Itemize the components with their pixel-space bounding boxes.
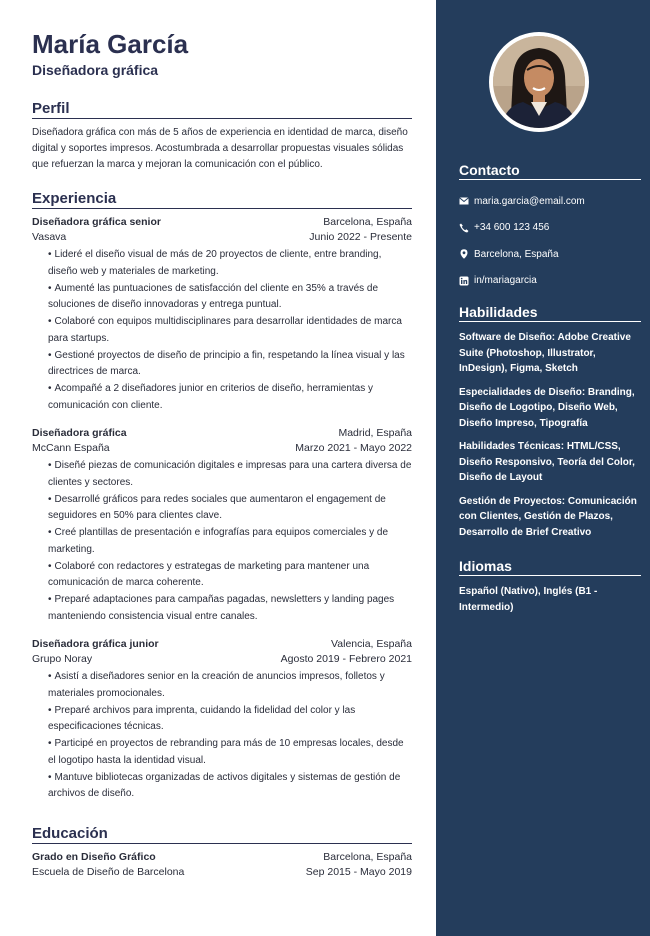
bullet-item: • Aumenté las puntuaciones de satisfacción del cliente en 35% a través de soluciones de diseño innovadoras y entrega puntual. [48, 282, 379, 310]
job-entry [32, 637, 412, 803]
contact-phone[interactable] [459, 215, 641, 242]
bullet-item: • Acompañé a 2 diseñadores junior en criterios de diseño, herramientas y comunicación con cliente. [48, 383, 374, 411]
job-bullets [48, 458, 412, 625]
phone-icon [459, 223, 469, 233]
job-location: Valencia, España [331, 638, 412, 650]
education-degree: Grado en Diseño Gráfico [32, 850, 156, 863]
education-heading: Educación [32, 825, 412, 844]
main-column [32, 28, 412, 880]
job-entry [32, 426, 412, 625]
job-company: Grupo Noray [32, 653, 93, 665]
bullet-item: • Mantuve bibliotecas organizadas de activos digitales y sistemas de gestión de archivos de diseño. [48, 771, 401, 799]
contact-email[interactable] [459, 188, 641, 215]
bullet-item: • Participé en proyectos de rebranding para más de 10 empresas locales, desde el logotipo hasta la identidad visual. [48, 738, 404, 766]
profile-photo [493, 36, 585, 128]
sidebar [436, 0, 650, 936]
contact-linkedin[interactable] [459, 268, 641, 295]
bullet-item: • Diseñé piezas de comunicación digitales e impresas para una cartera diversa de clientes y sectores. [48, 460, 412, 488]
languages-text: Español (Nativo), Inglés (B1 - Intermedio) [459, 586, 598, 613]
profile-heading: Perfil [32, 100, 412, 119]
skill-item: Software de Diseño: Adobe Creative Suite (Photoshop, Illustrator, InDesign), Figma, Sketch [459, 332, 631, 374]
sidebar-content [459, 162, 641, 615]
contact-phone-text: +34 600 123 456 [474, 222, 550, 234]
bullet-item: • Colaboré con equipos multidisciplinares para desarrollar identidades de marca para startups. [48, 316, 402, 344]
profile-photo-frame [489, 32, 589, 132]
job-position: Diseñadora gráfica [32, 427, 127, 439]
bullet-item: • Preparé adaptaciones para campañas pagadas, newsletters y landing pages manteniendo consistencia visual entre canales. [48, 594, 395, 622]
experience-heading: Experiencia [32, 190, 412, 209]
skill-item: Habilidades Técnicas: HTML/CSS, Diseño Responsivo, Teoría del Color, Diseño de Layout [459, 441, 635, 483]
job-location: Madrid, España [338, 427, 412, 439]
contact-email-text: maria.garcia@email.com [474, 195, 585, 207]
skills-heading: Habilidades [459, 304, 641, 322]
job-dates: Junio 2022 - Presente [309, 231, 412, 243]
location-pin-icon [459, 249, 469, 259]
job-position: Diseñadora gráfica senior [32, 216, 161, 228]
education-dates: Sep 2015 - Mayo 2019 [305, 865, 412, 878]
bullet-item: • Gestioné proyectos de diseño de principio a fin, respetando la línea visual y las directrices de marca. [48, 349, 405, 377]
job-company: Vasava [32, 231, 67, 243]
skill-item: Gestión de Proyectos: Comunicación con Clientes, Gestión de Plazos, Desarrollo de Brief Creativo [459, 495, 637, 538]
envelope-icon [459, 196, 469, 206]
bullet-item: • Lideré el diseño visual de más de 20 proyectos de cliente, entre branding, diseño web y materiales de marketing. [48, 249, 382, 277]
linkedin-icon [459, 276, 469, 286]
job-dates: Agosto 2019 - Febrero 2021 [280, 653, 412, 665]
bullet-item: • Preparé archivos para imprenta, cuidando la fidelidad del color y las especificaciones técnicas. [48, 704, 356, 732]
skill-item: Especialidades de Diseño: Branding, Diseño de Logotipo, Diseño Web, Diseño Impreso, Tipografía [459, 386, 635, 429]
bullet-item: • Asistí a diseñadores senior en la creación de anuncios impresos, folletos y materiales promocionales. [48, 671, 385, 699]
profile-text: Diseñadora gráfica con más de 5 años de experiencia en identidad de marca, diseño digital y soportes impresos. Acostumbrada a desarrollar propuestas visuales sólidas que refuerzan la marca y mejoran la comunicación con el público. [32, 127, 408, 170]
job-dates: Marzo 2021 - Mayo 2022 [295, 442, 412, 454]
job-position: Diseñadora gráfica junior [32, 638, 159, 650]
job-company: McCann España [32, 442, 110, 454]
contact-location-text: Barcelona, España [474, 248, 559, 260]
job-bullets [48, 247, 412, 414]
bullet-item: • Colaboré con redactores y estrategas de marketing para mantener una comunicación de marca coherente. [48, 560, 370, 588]
candidate-role: Diseñadora gráfica [32, 62, 159, 78]
contact-heading: Contacto [459, 162, 641, 180]
contact-linkedin-text: in/mariagarcia [474, 275, 537, 287]
bullet-item: • Desarrollé gráficos para redes sociales que aumentaron el engagement de seguidores en 50% para clientes clave. [48, 493, 386, 521]
languages-heading: Idiomas [459, 558, 641, 576]
job-entry [32, 215, 412, 414]
job-location: Barcelona, España [323, 216, 412, 228]
education-school: Escuela de Diseño de Barcelona [32, 865, 185, 878]
contact-location [459, 241, 641, 268]
candidate-name: María García [32, 29, 189, 59]
job-bullets [48, 669, 412, 803]
education-location: Barcelona, España [323, 850, 412, 863]
bullet-item: • Creé plantillas de presentación e infografías para equipos comerciales y de marketing. [48, 527, 389, 555]
